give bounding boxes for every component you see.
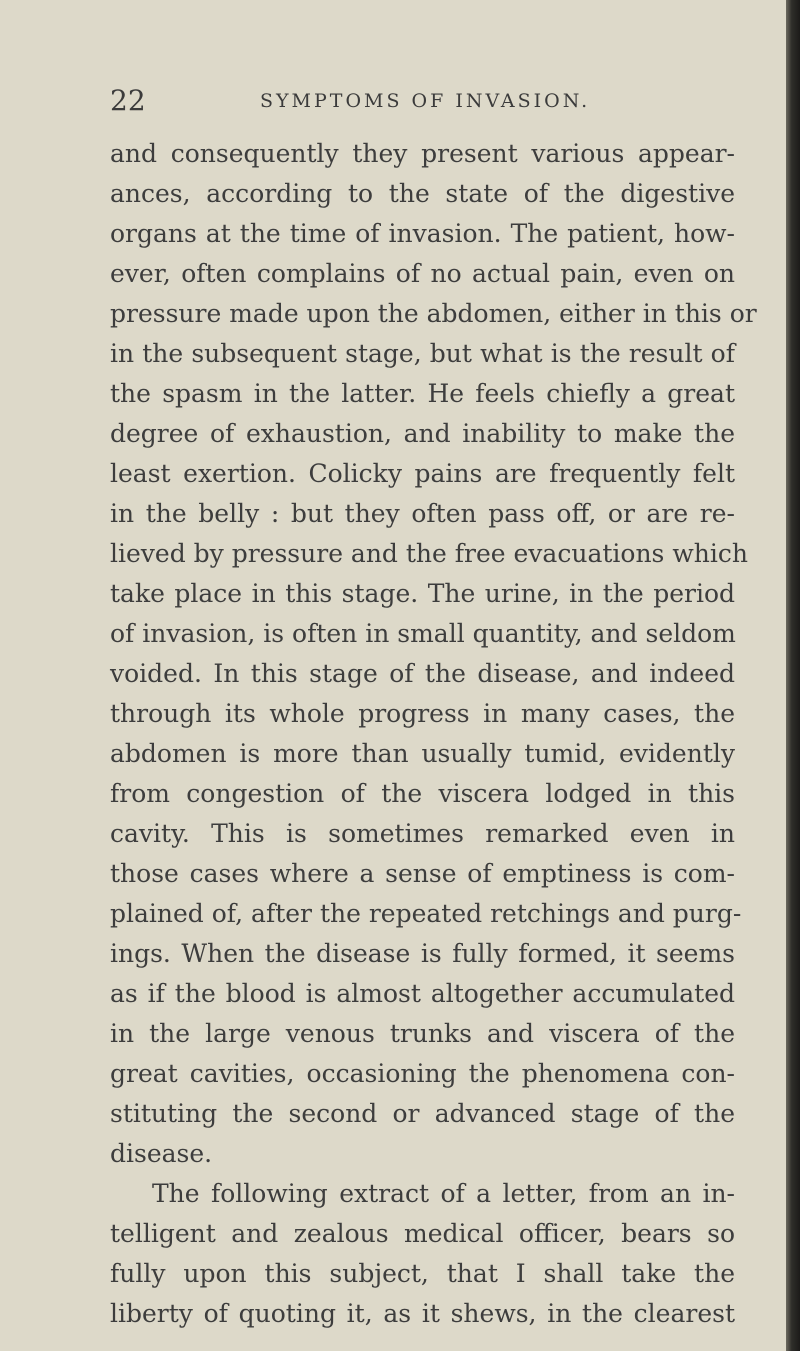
text-line: ances, according to the state of the digestive — [110, 179, 735, 208]
text-line: through its whole progress in many cases, the — [110, 699, 735, 728]
book-edge-shadow — [786, 0, 800, 1351]
text-line: of invasion, is often in small quantity, and seldom — [110, 619, 736, 648]
text-line: telligent and zealous medical officer, bears so — [110, 1219, 735, 1248]
text-line: pressure made upon the abdomen, either in this or — [110, 299, 757, 328]
text-line: great cavities, occasioning the phenomena con- — [110, 1059, 735, 1088]
text-line: ings. When the disease is fully formed, it seems — [110, 939, 735, 968]
paragraph-start-line: The following extract of a letter, from an in- — [152, 1179, 735, 1208]
text-line: lieved by pressure and the free evacuations which — [110, 539, 748, 568]
text-line: as if the blood is almost altogether accumulated — [110, 979, 735, 1008]
running-header — [110, 78, 750, 118]
text-line: abdomen is more than usually tumid, evidently — [110, 739, 735, 768]
text-line: and consequently they present various appear- — [110, 139, 735, 168]
text-line: plained of, after the repeated retchings and purg- — [110, 899, 742, 928]
text-line: in the large venous trunks and viscera of the — [110, 1019, 735, 1048]
text-line: cavity. This is sometimes remarked even in — [110, 819, 735, 848]
page-number: 22 — [110, 84, 146, 117]
text-line: take place in this stage. The urine, in the period — [110, 579, 735, 608]
text-line: fully upon this subject, that I shall take the — [110, 1259, 735, 1288]
text-line: in the subsequent stage, but what is the result of — [110, 339, 735, 368]
body-text — [110, 134, 757, 1334]
text-line: liberty of quoting it, as it shews, in the clearest — [110, 1299, 735, 1328]
text-line: the spasm in the latter. He feels chiefly a great — [110, 379, 735, 408]
running-title: SYMPTOMS OF INVASION. — [260, 90, 591, 112]
text-line: stituting the second or advanced stage of the — [110, 1099, 735, 1128]
text-line: voided. In this stage of the disease, and indeed — [110, 659, 735, 688]
text-line: least exertion. Colicky pains are frequently felt — [110, 459, 735, 488]
text-line: organs at the time of invasion. The patient, how- — [110, 219, 735, 248]
text-line: from congestion of the viscera lodged in this — [110, 779, 735, 808]
text-line: ever, often complains of no actual pain, even on — [110, 259, 735, 288]
text-line: in the belly : but they often pass off, or are re- — [110, 499, 735, 528]
text-line: those cases where a sense of emptiness is com- — [110, 859, 735, 888]
text-line: degree of exhaustion, and inability to make the — [110, 419, 735, 448]
paragraph-end-line: disease. — [110, 1139, 213, 1168]
